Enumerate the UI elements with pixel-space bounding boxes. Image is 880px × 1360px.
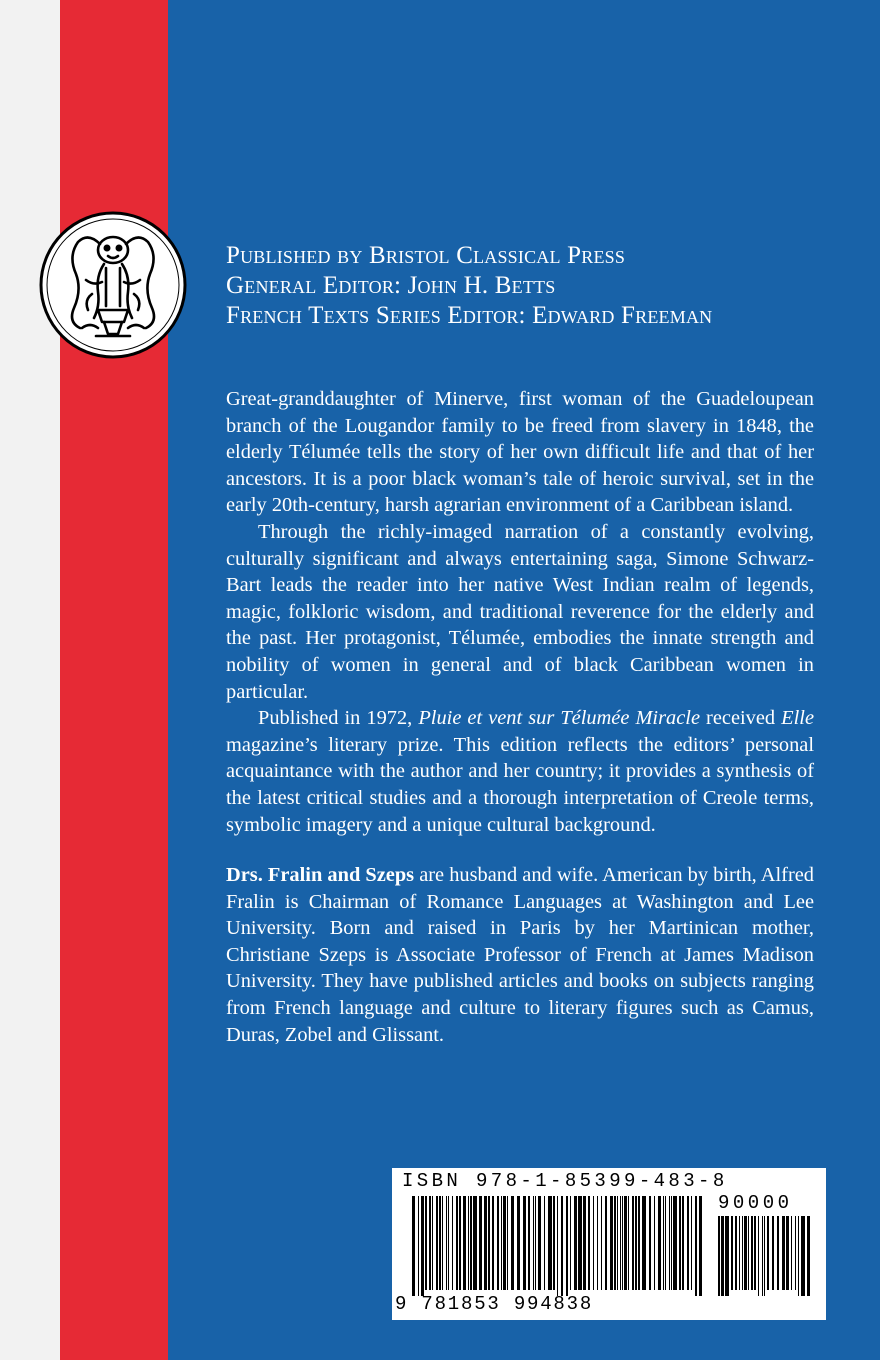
barcode-bar [622,1196,623,1290]
barcode-bar [620,1196,621,1290]
barcode-bar [497,1196,499,1290]
barcode-bar [772,1216,774,1290]
barcode-bar [597,1196,598,1290]
barcode-bar [687,1196,689,1290]
barcode-bar [429,1196,431,1290]
barcode-bar [614,1196,616,1290]
barcode-bar [754,1216,756,1290]
barcode-bar [583,1196,586,1290]
barcode-bar [588,1196,590,1290]
barcode-bar [544,1196,545,1290]
barcode-bar [624,1196,627,1290]
barcode-bar [777,1216,779,1290]
barcode-bar [566,1196,568,1296]
barcode-bar [665,1196,666,1290]
series-editor-line: French Texts Series Editor: Edward Freeman [226,302,713,329]
barcode-bar [762,1216,763,1296]
barcode-bar [795,1216,796,1290]
barcode-bar [425,1196,427,1290]
barcode-bar [601,1196,602,1290]
barcode-bar [421,1196,424,1296]
addon-barcode-bars [718,1216,818,1296]
barcode-bar [725,1216,729,1296]
general-editor-line: General Editor: John H. Betts [226,272,556,299]
book-description [226,386,814,1048]
description-paragraph-1: Great-granddaughter of Minerve, first woman of the Guadeloupean branch of the Lougandor family to be freed from slavery in 1848, the elderly Télumée tells the story of her own difficult life and that of her ancestors. It is a poor black woman’s tale of heroic survival, set in the early 20th-century, harsh agrarian environment of a Caribbean island. [226,388,814,517]
barcode-bar [635,1196,637,1290]
barcode-bar [412,1196,415,1296]
barcode-bar [798,1216,799,1296]
barcode-bar [479,1196,482,1290]
authors-bio-text: are husband and wife. American by birth, Alfred Fralin is Chairman of Romance Languages at Washington and Lee University. Born and raised in Paris by her Martinican mother, Christiane Szeps is Associate Professor of French at James Madison University. They have published articles and books on subjects ranging from French language and culture to literary figures such as Camus, Duras, Zobel and Glissant. [226,864,814,1046]
magazine-name: Elle [781,707,814,730]
barcode-bar [436,1196,438,1290]
author-bio [226,862,814,1048]
barcode-bar [617,1196,618,1290]
barcode-bar [574,1196,577,1290]
barcode-bar [470,1196,472,1290]
barcode-bar [791,1216,792,1290]
authors-names: Drs. Fralin and Szeps [226,864,415,887]
barcode-bar [557,1196,558,1296]
novel-title: Pluie et vent sur Télumée Miracle [418,707,700,730]
barcode-bar [439,1196,441,1290]
barcode-bar [468,1196,469,1290]
barcode-bar [663,1196,664,1290]
barcode-bar [764,1216,765,1296]
ean-digits: 9 781853 994838 [395,1293,594,1315]
barcode-bar [782,1216,785,1290]
barcode-bar [517,1196,520,1290]
barcode-bar [442,1196,443,1290]
barcode-bar [507,1196,508,1290]
barcode-bar [448,1196,449,1290]
barcode-bar [418,1196,419,1296]
barcode-bar [786,1216,789,1290]
barcode-bar [593,1196,594,1290]
price-code: 90000 [718,1192,793,1214]
barcode-bar [528,1196,530,1290]
barcode-bar [492,1196,494,1290]
barcode-bar [628,1196,629,1290]
barcode-bar [735,1216,737,1290]
description-paragraph-3 [226,705,814,838]
barcode-bar [767,1216,769,1290]
barcode-bar [748,1216,749,1290]
barcode-bar [718,1216,720,1296]
isbn-label: ISBN 978-1-85399-483-8 [402,1170,728,1192]
barcode-bar [807,1216,810,1296]
description-paragraph-2: Through the richly-imaged narration of a constantly evolving, culturally significant and always entertaining saga, Simone Schwarz-Bart leads the reader into her native West Indian realm of legends, magic, folkloric wisdom, and traditional reverence for the elderly and the past. Her protagonist, Télumée, embodies the innate strength and nobility of women in general and of black Caribbean women in particular. [226,520,814,703]
publisher-line: Published by Bristol Classical Press [226,242,626,269]
barcode-bar [699,1196,702,1296]
p3-text-b: received [700,707,782,730]
p3-text-c: magazine’s literary prize. This edition reflects the editors’ personal acquaintance with the author and her country; it provides a synthesis of the latest critical studies and a thorough interpretation of Creole terms, symbolic imagery and a unique cultural background. [226,733,814,836]
barcode-bar [463,1196,466,1290]
barcode-bar [561,1196,563,1296]
barcode-bar [610,1196,613,1290]
barcode-bar [751,1216,753,1290]
barcode-bar [682,1196,684,1290]
barcode-bar [658,1196,661,1290]
barcode-bar [533,1196,534,1290]
barcode-bar [691,1196,692,1290]
red-stripe [60,0,168,1360]
barcode-bar [673,1196,677,1290]
barcode-bar [484,1196,487,1290]
barcode-bar [535,1196,536,1290]
barcode-bar [605,1196,607,1290]
barcode-bar [695,1196,697,1296]
barcode-bar [501,1196,502,1290]
barcode-bar [456,1196,458,1290]
barcode-bar [642,1196,646,1290]
publisher-info [226,241,846,331]
barcode-bar [801,1216,805,1296]
barcode-bar [538,1196,541,1290]
isbn-barcode [392,1168,826,1320]
barcode-bar [459,1196,461,1290]
white-stripe [0,0,60,1360]
barcode-bar [744,1216,747,1290]
barcode-bar [721,1216,724,1296]
barcode-bar [553,1196,555,1290]
barcode-bar [432,1196,433,1290]
barcode-bar [669,1196,670,1290]
barcode-bar [523,1196,526,1290]
barcode-bar [654,1196,655,1290]
barcode-bar [649,1196,651,1290]
barcode-bar [503,1196,506,1290]
barcode-bar [632,1196,634,1290]
barcode-bar [731,1216,733,1290]
ean-barcode-bars [412,1196,702,1296]
p3-text-a: Published in 1972, [258,707,419,730]
barcode-bar [679,1196,681,1290]
barcode-bar [446,1196,447,1290]
barcode-bar [473,1196,477,1290]
barcode-bar [570,1196,571,1290]
barcode-bar [758,1216,759,1296]
barcode-bar [638,1196,640,1290]
barcode-bar [511,1196,514,1290]
barcode-bar [742,1216,743,1290]
barcode-bar [452,1196,453,1290]
barcode-bar [548,1196,552,1290]
barcode-bar [739,1216,740,1290]
barcode-bar [488,1196,490,1290]
bristol-classical-press-emblem-icon [38,210,188,360]
barcode-bar [671,1196,672,1290]
barcode-bar [578,1196,582,1290]
